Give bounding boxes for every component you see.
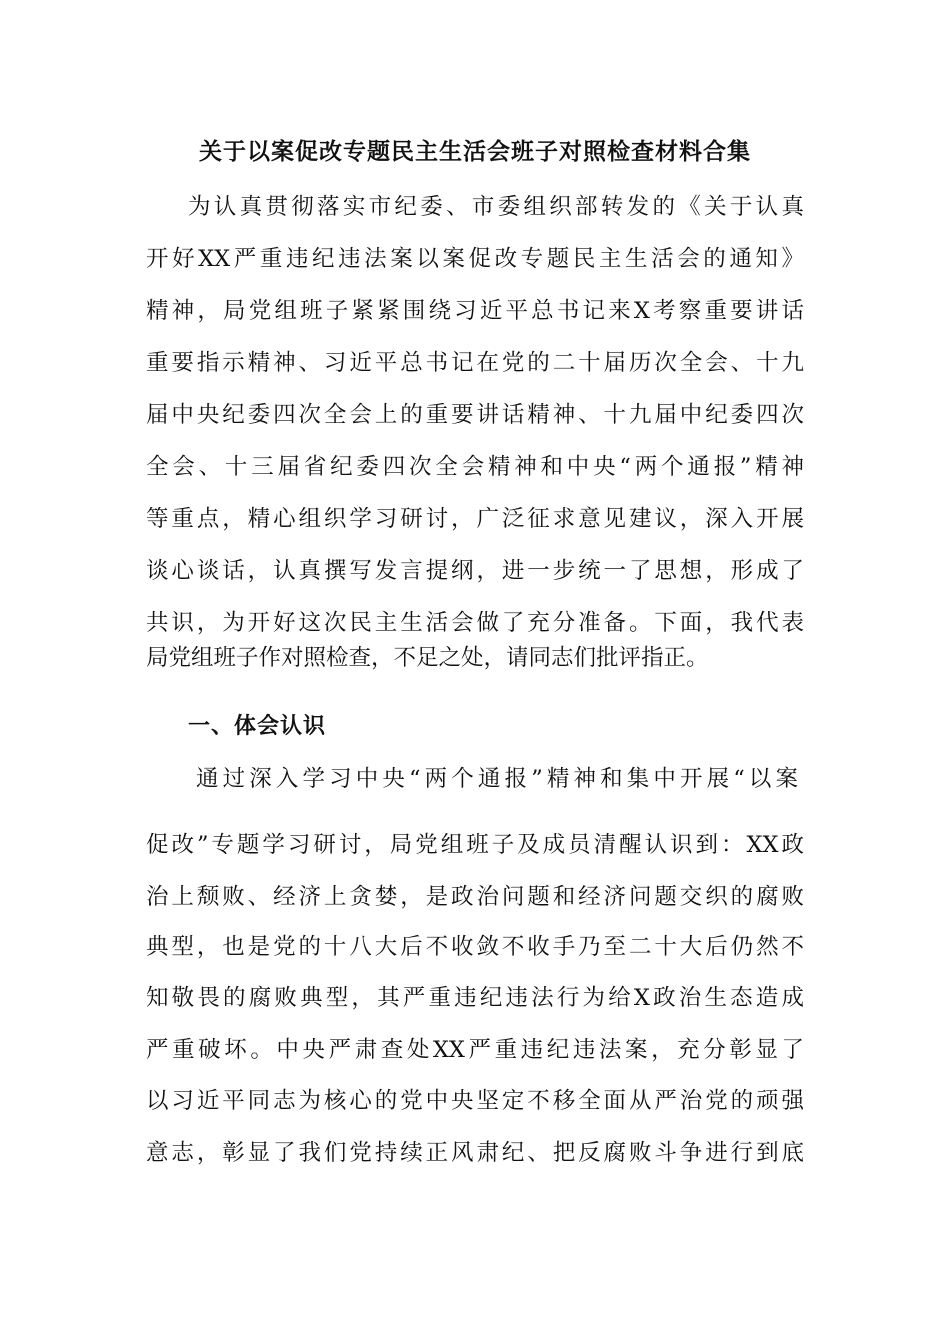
paragraph2-line-8: 意志，彰显了我们党持续正风肃纪、把反腐败斗争进行到底 bbox=[146, 1140, 804, 1166]
paragraph1-line-10: 局党组班子作对照检查，不足之处，请同志们批评指正。 bbox=[146, 645, 709, 671]
paragraph1-line-4: 重要指示精神、习近平总书记在党的二十届历次全会、十九 bbox=[146, 350, 804, 376]
paragraph1-line-6: 全会、十三届省纪委四次全会精神和中央“两个通报”精神 bbox=[146, 454, 804, 480]
paragraph2-line-7: 以习近平同志为核心的党中央坚定不移全面从严治党的顽强 bbox=[146, 1088, 804, 1114]
paragraph1-line-9: 共识，为开好这次民主生活会做了充分准备。下面，我代表 bbox=[146, 610, 804, 636]
paragraph2-line-4: 典型，也是党的十八大后不收敛不收手乃至二十大后仍然不 bbox=[146, 934, 804, 960]
section-heading-1: 一、体会认识 bbox=[188, 714, 327, 739]
paragraph2-line-2: 促改”专题学习研讨，局党组班子及成员清醒认识到：XX政 bbox=[146, 832, 804, 858]
paragraph2-line-5: 知敬畏的腐败典型，其严重违纪违法行为给X政治生态造成 bbox=[146, 985, 804, 1011]
paragraph1-line-1: 为认真贯彻落实市纪委、市委组织部转发的《关于认真 bbox=[188, 194, 804, 220]
paragraph2-line-6: 严重破坏。中央严肃查处XX严重违纪违法案，充分彰显了 bbox=[146, 1037, 804, 1063]
document-title: 关于以案促改专题民主生活会班子对照检查材料合集 bbox=[199, 139, 751, 165]
paragraph1-line-5: 届中央纪委四次全会上的重要讲话精神、十九届中纪委四次 bbox=[146, 402, 804, 428]
paragraph1-line-7: 等重点，精心组织学习研讨，广泛征求意见建议，深入开展 bbox=[146, 506, 804, 532]
paragraph1-line-2: 开好XX严重违纪违法案以案促改专题民主生活会的通知》 bbox=[146, 246, 804, 272]
paragraph1-line-8: 谈心谈话，认真撰写发言提纲，进一步统一了思想，形成了 bbox=[146, 558, 804, 584]
paragraph1-line-3: 精神，局党组班子紧紧围绕习近平总书记来X考察重要讲话 bbox=[146, 298, 804, 324]
paragraph2-line-1: 通过深入学习中央“两个通报”精神和集中开展“以案 bbox=[196, 766, 798, 792]
paragraph2-line-3: 治上颓败、经济上贪婪，是政治问题和经济问题交织的腐败 bbox=[146, 884, 804, 910]
